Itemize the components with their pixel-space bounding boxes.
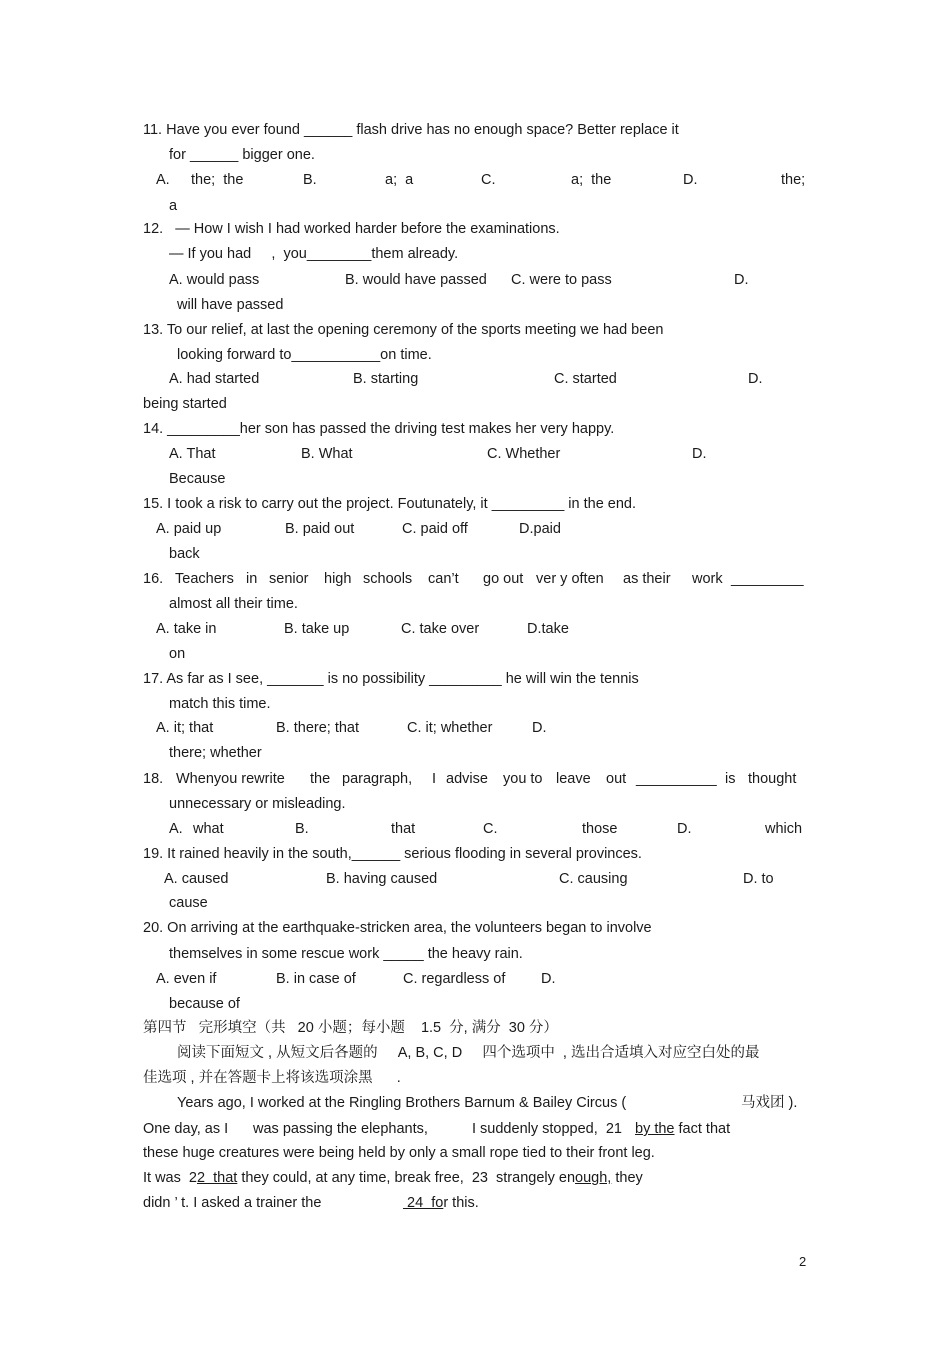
q16-stem-word: high (324, 571, 352, 587)
q11-option-a-text: the; the (191, 172, 244, 188)
q13-option-c: C. started (554, 371, 617, 387)
q16-stem-word: ver y often (536, 571, 604, 587)
q16-stem-word: 16. (143, 571, 164, 587)
q18-stem-word: you to (503, 771, 543, 787)
q15-option-d-cont: back (169, 546, 200, 562)
q16-stem-word: in (246, 571, 258, 587)
passage-line1: Years ago, I worked at the Ringling Brothers Barnum & Bailey Circus ( (177, 1095, 627, 1111)
q16-stem-word: work (692, 571, 723, 587)
q18-stem-word: paragraph, (342, 771, 413, 787)
q16-stem-word: _________ (731, 571, 804, 587)
passage-line4-e: they (611, 1170, 643, 1186)
q18-option-d-text: which (765, 821, 803, 837)
q12-option-b: B. would have passed (345, 272, 487, 288)
q20-stem-line1: 20. On arriving at the earthquake-stricken area, the volunteers began to involve (143, 920, 652, 936)
q17-option-b: B. there; that (276, 720, 360, 736)
q13-option-d-letter: D. (748, 371, 763, 387)
passage-line5-a: didn ’ t. I asked a trainer the (143, 1195, 322, 1211)
q18-stem-word: the (310, 771, 331, 787)
passage-line4-a: It was 2 (143, 1170, 197, 1186)
q17-stem-line1: 17. As far as I see, _______ is no possibility _________ he will win the tennis (143, 671, 639, 687)
q11-option-b-letter: B. (303, 172, 317, 188)
q16-option-d: D.take (527, 621, 569, 637)
q13-stem-line2: looking forward to___________on time. (177, 347, 432, 363)
q11-stem-line2: for ______ bigger one. (169, 147, 315, 163)
q13-option-b: B. starting (353, 371, 419, 387)
q11-option-d-text: the; (781, 172, 806, 188)
q19-option-d-cont: cause (169, 895, 208, 911)
section-instructions-line1: 阅读下面短文 , 从短文后各题的 A, B, C, D 四个选项中 , 选出合适填入对应空白处的最 (177, 1045, 760, 1061)
q11-option-b-text: a; a (385, 172, 414, 188)
q14-option-d-letter: D. (692, 446, 707, 462)
q18-option-a-letter: A. (169, 821, 183, 837)
q11-option-c-text: a; the (571, 172, 612, 188)
q14-option-a: A. That (169, 446, 216, 462)
q15-option-b: B. paid out (285, 521, 355, 537)
q16-option-b: B. take up (284, 621, 350, 637)
passage-line4-c: they could, at any time, break free, 23 strangely en (237, 1170, 576, 1186)
q13-stem-line1: 13. To our relief, at last the opening ceremony of the sports meeting we had been (143, 322, 664, 338)
blank-22-text: 2 that (197, 1170, 238, 1186)
q11-option-d-letter: D. (683, 172, 698, 188)
q12-option-d-text: will have passed (177, 297, 284, 313)
q11-option-a-letter: A. (156, 172, 170, 188)
q20-stem-line2: themselves in some rescue work _____ the heavy rain. (169, 946, 523, 962)
q16-stem-word: schools (363, 571, 413, 587)
q13-option-a: A. had started (169, 371, 260, 387)
q18-stem-line2: unnecessary or misleading. (169, 796, 346, 812)
q15-option-c: C. paid off (402, 521, 468, 537)
q16-option-d-cont: on (169, 646, 186, 662)
q16-option-c: C. take over (401, 621, 480, 637)
q16-stem-word: as their (623, 571, 671, 587)
passage-line2-d (635, 1120, 730, 1138)
q18-stem-word: advise (446, 771, 488, 787)
q17-option-d-letter: D. (532, 720, 547, 736)
q17-option-c: C. it; whether (407, 720, 493, 736)
q20-option-c: C. regardless of (403, 971, 506, 987)
q18-stem-word: thought (748, 771, 797, 787)
q15-option-d: D.paid (519, 521, 561, 537)
section-instructions-line2: 佳选项 , 并在答题卡上将该选项涂黑 . (143, 1070, 401, 1086)
q15-option-a: A. paid up (156, 521, 222, 537)
q12-option-c: C. were to pass (511, 272, 612, 288)
q18-stem-word: 18. (143, 771, 164, 787)
q14-stem: 14. _________her son has passed the driving test makes her very happy. (143, 421, 615, 437)
q18-stem-word: is (725, 771, 736, 787)
q16-stem-word: senior (269, 571, 309, 587)
passage-line2-b: was passing the elephants, (253, 1121, 428, 1137)
q16-stem-word: Teachers (175, 571, 234, 587)
passage-line5-b (403, 1194, 479, 1212)
q18-option-b-letter: B. (295, 821, 309, 837)
q11-stem-line1: 11. Have you ever found ______ flash drive has no enough space? Better replace it (143, 122, 679, 138)
passage-line2-a: One day, as I (143, 1121, 229, 1137)
q18-option-c-text: those (582, 821, 618, 837)
q16-option-a: A. take in (156, 621, 217, 637)
q20-option-a: A. even if (156, 971, 217, 987)
passage-line1-cn: 马戏团 ). (741, 1095, 798, 1111)
q19-option-c: C. causing (559, 871, 628, 887)
q17-stem-line2: match this time. (169, 696, 271, 712)
q18-option-c-letter: C. (483, 821, 498, 837)
q20-option-b: B. in case of (276, 971, 356, 987)
q18-option-d-letter: D. (677, 821, 692, 837)
q14-option-b: B. What (301, 446, 353, 462)
q19-option-a: A. caused (164, 871, 229, 887)
q18-stem-word: Whenyou rewrite (176, 771, 285, 787)
q16-stem-line2: almost all their time. (169, 596, 298, 612)
passage-line3: these huge creatures were being held by only a small rope tied to their front leg. (143, 1145, 655, 1161)
section-heading: 第四节 完形填空（共 20 小题；每小题 1.5 分, 满分 30 分） (143, 1020, 558, 1036)
q18-option-a-text: what (193, 821, 224, 837)
q11-option-c-letter: C. (481, 172, 496, 188)
passage-line2-e: fact that (674, 1121, 731, 1137)
q12-stem-line1: 12. — How I wish I had worked harder before the examinations. (143, 221, 560, 237)
page-number: 2 (799, 1254, 807, 1269)
q18-stem-word: out (606, 771, 627, 787)
q18-stem-word: leave (556, 771, 591, 787)
q19-stem: 19. It rained heavily in the south,______ serious flooding in several provinces. (143, 846, 642, 862)
q13-option-d-text: being started (143, 396, 227, 412)
q14-option-c: C. Whether (487, 446, 561, 462)
q16-stem-word: go out (483, 571, 524, 587)
blank-23-text: ough, (575, 1170, 612, 1186)
q17-option-a: A. it; that (156, 720, 214, 736)
q11-option-d-text-cont: a (169, 198, 178, 214)
passage-line2-c: I suddenly stopped, 21 (472, 1121, 622, 1137)
q20-option-d-text: because of (169, 996, 240, 1012)
q20-option-d-letter: D. (541, 971, 556, 987)
q18-option-b-text: that (391, 821, 416, 837)
q16-stem-word: can’t (428, 571, 459, 587)
passage-line5-c: r this. (443, 1195, 479, 1211)
q18-stem-word: __________ (636, 771, 717, 787)
blank-21-text: by the (635, 1121, 675, 1137)
q12-option-d-letter: D. (734, 272, 749, 288)
q19-option-b: B. having caused (326, 871, 438, 887)
blank-24-text: 24 fo (403, 1195, 444, 1211)
q12-stem-line2: — If you had , you________them already. (169, 246, 459, 262)
q12-option-a: A. would pass (169, 272, 260, 288)
q19-option-d: D. to (743, 871, 774, 887)
q14-option-d-text: Because (169, 471, 226, 487)
q15-stem: 15. I took a risk to carry out the project. Foutunately, it _________ in the end. (143, 496, 637, 512)
passage-line4 (143, 1169, 643, 1187)
q17-option-d-text: there; whether (169, 745, 262, 761)
q18-stem-word: I (432, 771, 437, 787)
